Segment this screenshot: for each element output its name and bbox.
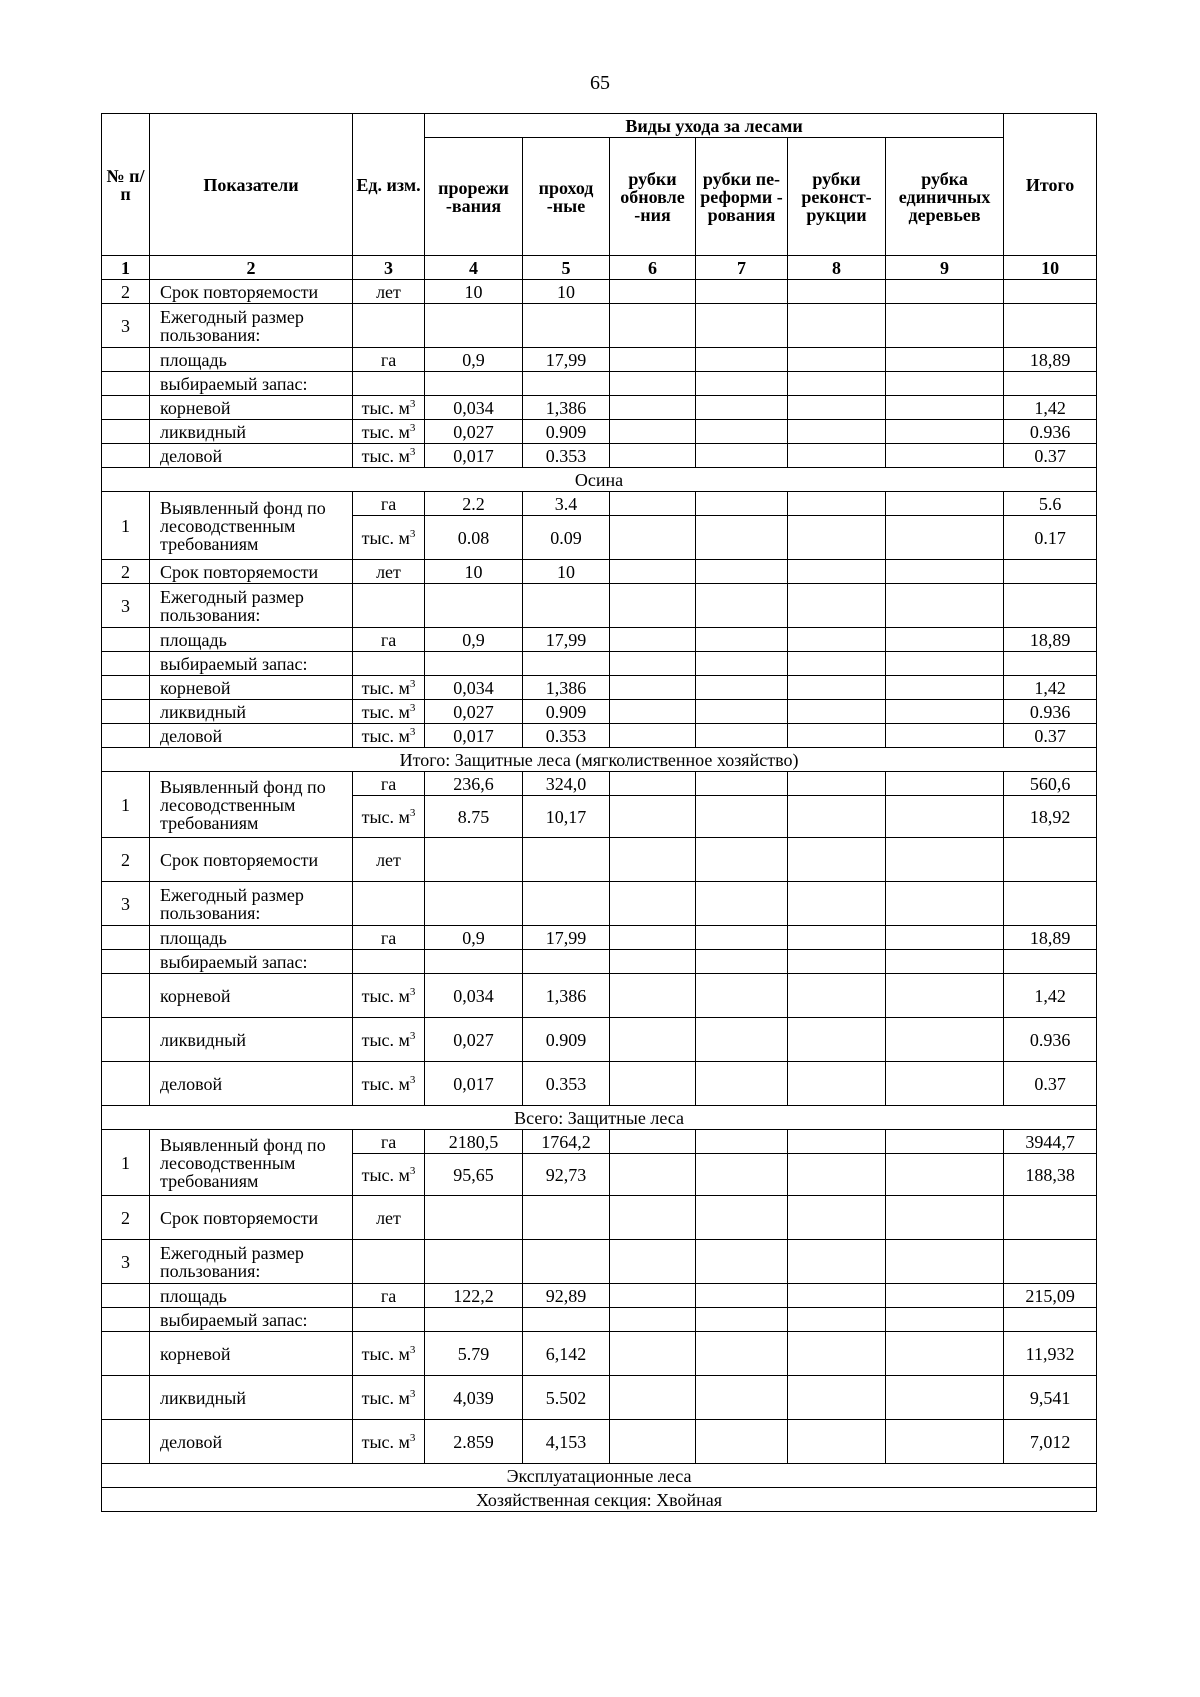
col-number: 7	[696, 256, 788, 280]
section-title-row	[102, 1106, 1097, 1130]
row-unit: тыс. м	[361, 725, 410, 746]
row-value: 0.353	[523, 444, 610, 468]
row-unit: га	[353, 492, 425, 516]
row-label: выбираемый запас:	[150, 950, 353, 974]
col-number: 9	[886, 256, 1004, 280]
row-unit: тыс. м	[361, 677, 410, 698]
row-total: 5.6	[1004, 492, 1097, 516]
row-total: 1,42	[1004, 676, 1097, 700]
section-title-row	[102, 748, 1097, 772]
row-value: 92,73	[523, 1154, 610, 1196]
row-label: Срок повторяемости	[150, 1196, 353, 1240]
col-header-type: рубки обновле -ния	[610, 138, 696, 256]
row-unit: га	[353, 628, 425, 652]
row-value: 0,017	[425, 444, 523, 468]
row-unit: лет	[353, 560, 425, 584]
row-unit: лет	[353, 1196, 425, 1240]
col-header-type: проход -ные	[523, 138, 610, 256]
row-value: 2.2	[425, 492, 523, 516]
row-value: 2180,5	[425, 1130, 523, 1154]
table-row	[102, 1196, 1097, 1240]
row-unit: тыс. м	[361, 1387, 410, 1408]
row-value: 10	[425, 560, 523, 584]
row-unit: тыс. м	[361, 1431, 410, 1452]
row-unit: га	[353, 1130, 425, 1154]
row-value: 0.09	[523, 516, 610, 560]
row-value: 236,6	[425, 772, 523, 796]
row-total: 1,42	[1004, 974, 1097, 1018]
row-unit: тыс. м	[361, 1343, 410, 1364]
row-value: 10	[523, 280, 610, 304]
table-row	[102, 1308, 1097, 1332]
table-row	[102, 882, 1097, 926]
row-unit: тыс. м	[361, 1073, 410, 1094]
section-title-row	[102, 468, 1097, 492]
table-row	[102, 772, 1097, 796]
row-label: выбираемый запас:	[150, 652, 353, 676]
row-total: 18,92	[1004, 796, 1097, 838]
row-total: 560,6	[1004, 772, 1097, 796]
row-label: площадь	[150, 348, 353, 372]
row-value: 0.909	[523, 420, 610, 444]
col-header-type: рубка единичных деревьев	[886, 138, 1004, 256]
row-no: 2	[102, 1196, 150, 1240]
row-label: площадь	[150, 1284, 353, 1308]
section-title: Хозяйственная секция: Хвойная	[102, 1488, 1097, 1512]
row-no: 3	[102, 584, 150, 628]
row-no: 2	[102, 280, 150, 304]
row-value: 0.909	[523, 1018, 610, 1062]
row-value: 5.502	[523, 1376, 610, 1420]
row-no: 1	[102, 492, 150, 560]
table-row	[102, 628, 1097, 652]
row-value: 17,99	[523, 348, 610, 372]
col-number: 8	[788, 256, 886, 280]
col-number: 1	[102, 256, 150, 280]
row-total: 0.17	[1004, 516, 1097, 560]
row-label: площадь	[150, 628, 353, 652]
row-value: 5.79	[425, 1332, 523, 1376]
row-total: 3944,7	[1004, 1130, 1097, 1154]
row-value: 95,65	[425, 1154, 523, 1196]
row-total: 18,89	[1004, 926, 1097, 950]
row-label: площадь	[150, 926, 353, 950]
row-label: выбираемый запас:	[150, 1308, 353, 1332]
section-title-row	[102, 1464, 1097, 1488]
row-value: 0.353	[523, 1062, 610, 1106]
row-value: 0,017	[425, 724, 523, 748]
table-row: корневой тыс. $м^3$ 0,034 1,386 1,42	[102, 676, 1097, 700]
row-label: корневой	[150, 1332, 353, 1376]
row-no: 3	[102, 1240, 150, 1284]
row-value: 0,027	[425, 420, 523, 444]
row-total: 0.936	[1004, 420, 1097, 444]
col-header-indicator: Показатели	[150, 114, 353, 256]
row-label: Выявленный фонд по лесоводственным требованиям	[150, 772, 353, 838]
row-no: 1	[102, 1130, 150, 1196]
row-value: 1,386	[523, 676, 610, 700]
table-row: ликвидный тыс. $м^3$ 0,027 0.909 0.936	[102, 420, 1097, 444]
row-no: 1	[102, 772, 150, 838]
table-row	[102, 280, 1097, 304]
table-row	[102, 652, 1097, 676]
row-total: 0.37	[1004, 724, 1097, 748]
row-label: деловой	[150, 1062, 353, 1106]
row-value: 0,034	[425, 396, 523, 420]
row-label: Срок повторяемости	[150, 560, 353, 584]
row-value: 10,17	[523, 796, 610, 838]
row-unit: тыс. м	[361, 1029, 410, 1050]
table-row: корневой тыс. $м^3$ 0,034 1,386 1,42	[102, 396, 1097, 420]
row-value: 92,89	[523, 1284, 610, 1308]
row-label: деловой	[150, 1420, 353, 1464]
row-total: 1,42	[1004, 396, 1097, 420]
row-value: 0,027	[425, 1018, 523, 1062]
row-total: 9,541	[1004, 1376, 1097, 1420]
row-total: 18,89	[1004, 628, 1097, 652]
page-number: 65	[590, 72, 610, 94]
row-label: Ежегодный размер пользования:	[150, 584, 353, 628]
row-label: Выявленный фонд по лесоводственным требованиям	[150, 1130, 353, 1196]
row-total: 0.936	[1004, 1018, 1097, 1062]
row-unit: тыс. м	[361, 701, 410, 722]
table-row: тыс. $м^3$ 8.75 10,17 18,92	[102, 796, 1097, 838]
row-unit: тыс. м	[361, 421, 410, 442]
row-value: 17,99	[523, 926, 610, 950]
row-no: 3	[102, 882, 150, 926]
row-value: 4,039	[425, 1376, 523, 1420]
table-row	[102, 584, 1097, 628]
col-header-no: № п/п	[102, 114, 150, 256]
row-unit: лет	[353, 280, 425, 304]
table-row: тыс. $м^3$ 0.08 0.09 0.17	[102, 516, 1097, 560]
row-no: 3	[102, 304, 150, 348]
row-label: выбираемый запас:	[150, 372, 353, 396]
row-unit: тыс. м	[361, 445, 410, 466]
section-title: Итого: Защитные леса (мягколиственное хозяйство)	[102, 748, 1097, 772]
row-total: 215,09	[1004, 1284, 1097, 1308]
forest-care-table	[101, 113, 1097, 1512]
row-total: 0.936	[1004, 700, 1097, 724]
table-row: ликвидный тыс. $м^3$ 4,039 5.502 9,541	[102, 1376, 1097, 1420]
row-value: 122,2	[425, 1284, 523, 1308]
row-label: Срок повторяемости	[150, 838, 353, 882]
row-value: 3.4	[523, 492, 610, 516]
row-value: 0,034	[425, 974, 523, 1018]
row-total: 188,38	[1004, 1154, 1097, 1196]
row-unit: га	[353, 348, 425, 372]
table-row	[102, 1240, 1097, 1284]
table-row: деловой тыс. $м^3$ 0,017 0.353 0.37	[102, 724, 1097, 748]
table-row: деловой тыс. $м^3$ 0,017 0.353 0.37	[102, 1062, 1097, 1106]
row-label: ликвидный	[150, 700, 353, 724]
table-row	[102, 492, 1097, 516]
row-total: 11,932	[1004, 1332, 1097, 1376]
col-number: 5	[523, 256, 610, 280]
row-total	[1004, 280, 1097, 304]
table-row	[102, 950, 1097, 974]
table-row	[102, 1284, 1097, 1308]
col-number: 4	[425, 256, 523, 280]
row-unit: га	[353, 772, 425, 796]
table-row	[102, 1130, 1097, 1154]
row-unit: лет	[353, 838, 425, 882]
table-row	[102, 372, 1097, 396]
col-header-type: рубки пе- реформи - рования	[696, 138, 788, 256]
col-header-type: рубки реконст- рукции	[788, 138, 886, 256]
table-row: деловой тыс. $м^3$ 2.859 4,153 7,012	[102, 1420, 1097, 1464]
row-total: 7,012	[1004, 1420, 1097, 1464]
row-unit: га	[353, 1284, 425, 1308]
row-label: деловой	[150, 444, 353, 468]
row-value: 0,034	[425, 676, 523, 700]
table-row	[102, 348, 1097, 372]
section-title-row	[102, 1488, 1097, 1512]
table-row: ликвидный тыс. $м^3$ 0,027 0.909 0.936	[102, 1018, 1097, 1062]
row-value: 17,99	[523, 628, 610, 652]
col-number: 10	[1004, 256, 1097, 280]
row-label: ликвидный	[150, 1376, 353, 1420]
col-header-group: Виды ухода за лесами	[425, 114, 1004, 138]
row-value: 0,017	[425, 1062, 523, 1106]
table-row	[102, 560, 1097, 584]
row-value: 1764,2	[523, 1130, 610, 1154]
row-value: 0.909	[523, 700, 610, 724]
table-row: деловой тыс. $м^3$ 0,017 0.353 0.37	[102, 444, 1097, 468]
table-row: корневой тыс. $м^3$ 0,034 1,386 1,42	[102, 974, 1097, 1018]
row-unit: тыс. м	[361, 985, 410, 1006]
row-value: 0,9	[425, 926, 523, 950]
row-value: 6,142	[523, 1332, 610, 1376]
row-value: 0,9	[425, 348, 523, 372]
row-label: Срок повторяемости	[150, 280, 353, 304]
row-unit: тыс. м	[361, 1164, 410, 1185]
row-label: корневой	[150, 974, 353, 1018]
row-unit: га	[353, 926, 425, 950]
table-row	[102, 926, 1097, 950]
row-unit: тыс. м	[361, 806, 410, 827]
col-number: 3	[353, 256, 425, 280]
row-label: ликвидный	[150, 1018, 353, 1062]
row-total: 0.37	[1004, 1062, 1097, 1106]
row-value: 0.353	[523, 724, 610, 748]
row-label: деловой	[150, 724, 353, 748]
row-label: ликвидный	[150, 420, 353, 444]
table-row	[102, 304, 1097, 348]
row-value: 8.75	[425, 796, 523, 838]
row-value: 1,386	[523, 974, 610, 1018]
row-value: 1,386	[523, 396, 610, 420]
row-value: 10	[523, 560, 610, 584]
row-value: 324,0	[523, 772, 610, 796]
table-row: тыс. $м^3$ 95,65 92,73 188,38	[102, 1154, 1097, 1196]
row-unit: тыс. м	[361, 527, 410, 548]
row-label: корневой	[150, 676, 353, 700]
row-total: 18,89	[1004, 348, 1097, 372]
row-label: Ежегодный размер пользования:	[150, 882, 353, 926]
row-value: 0.08	[425, 516, 523, 560]
row-value: 0,027	[425, 700, 523, 724]
col-header-total: Итого	[1004, 114, 1097, 256]
section-title: Эксплуатационные леса	[102, 1464, 1097, 1488]
row-no: 2	[102, 560, 150, 584]
col-header-type: прорежи -вания	[425, 138, 523, 256]
table-row: корневой тыс. $м^3$ 5.79 6,142 11,932	[102, 1332, 1097, 1376]
row-value: 4,153	[523, 1420, 610, 1464]
col-number: 6	[610, 256, 696, 280]
col-header-unit: Ед. изм.	[353, 114, 425, 256]
table-row: ликвидный тыс. $м^3$ 0,027 0.909 0.936	[102, 700, 1097, 724]
table-row	[102, 838, 1097, 882]
row-no: 2	[102, 838, 150, 882]
row-label: Ежегодный размер пользования:	[150, 1240, 353, 1284]
row-unit: тыс. м	[361, 397, 410, 418]
row-value: 10	[425, 280, 523, 304]
col-number: 2	[150, 256, 353, 280]
row-label: Ежегодный размер пользования:	[150, 304, 353, 348]
row-label: корневой	[150, 396, 353, 420]
row-label: Выявленный фонд по лесоводственным требованиям	[150, 492, 353, 560]
section-title: Осина	[102, 468, 1097, 492]
row-total: 0.37	[1004, 444, 1097, 468]
row-value: 0,9	[425, 628, 523, 652]
row-value: 2.859	[425, 1420, 523, 1464]
section-title: Всего: Защитные леса	[102, 1106, 1097, 1130]
